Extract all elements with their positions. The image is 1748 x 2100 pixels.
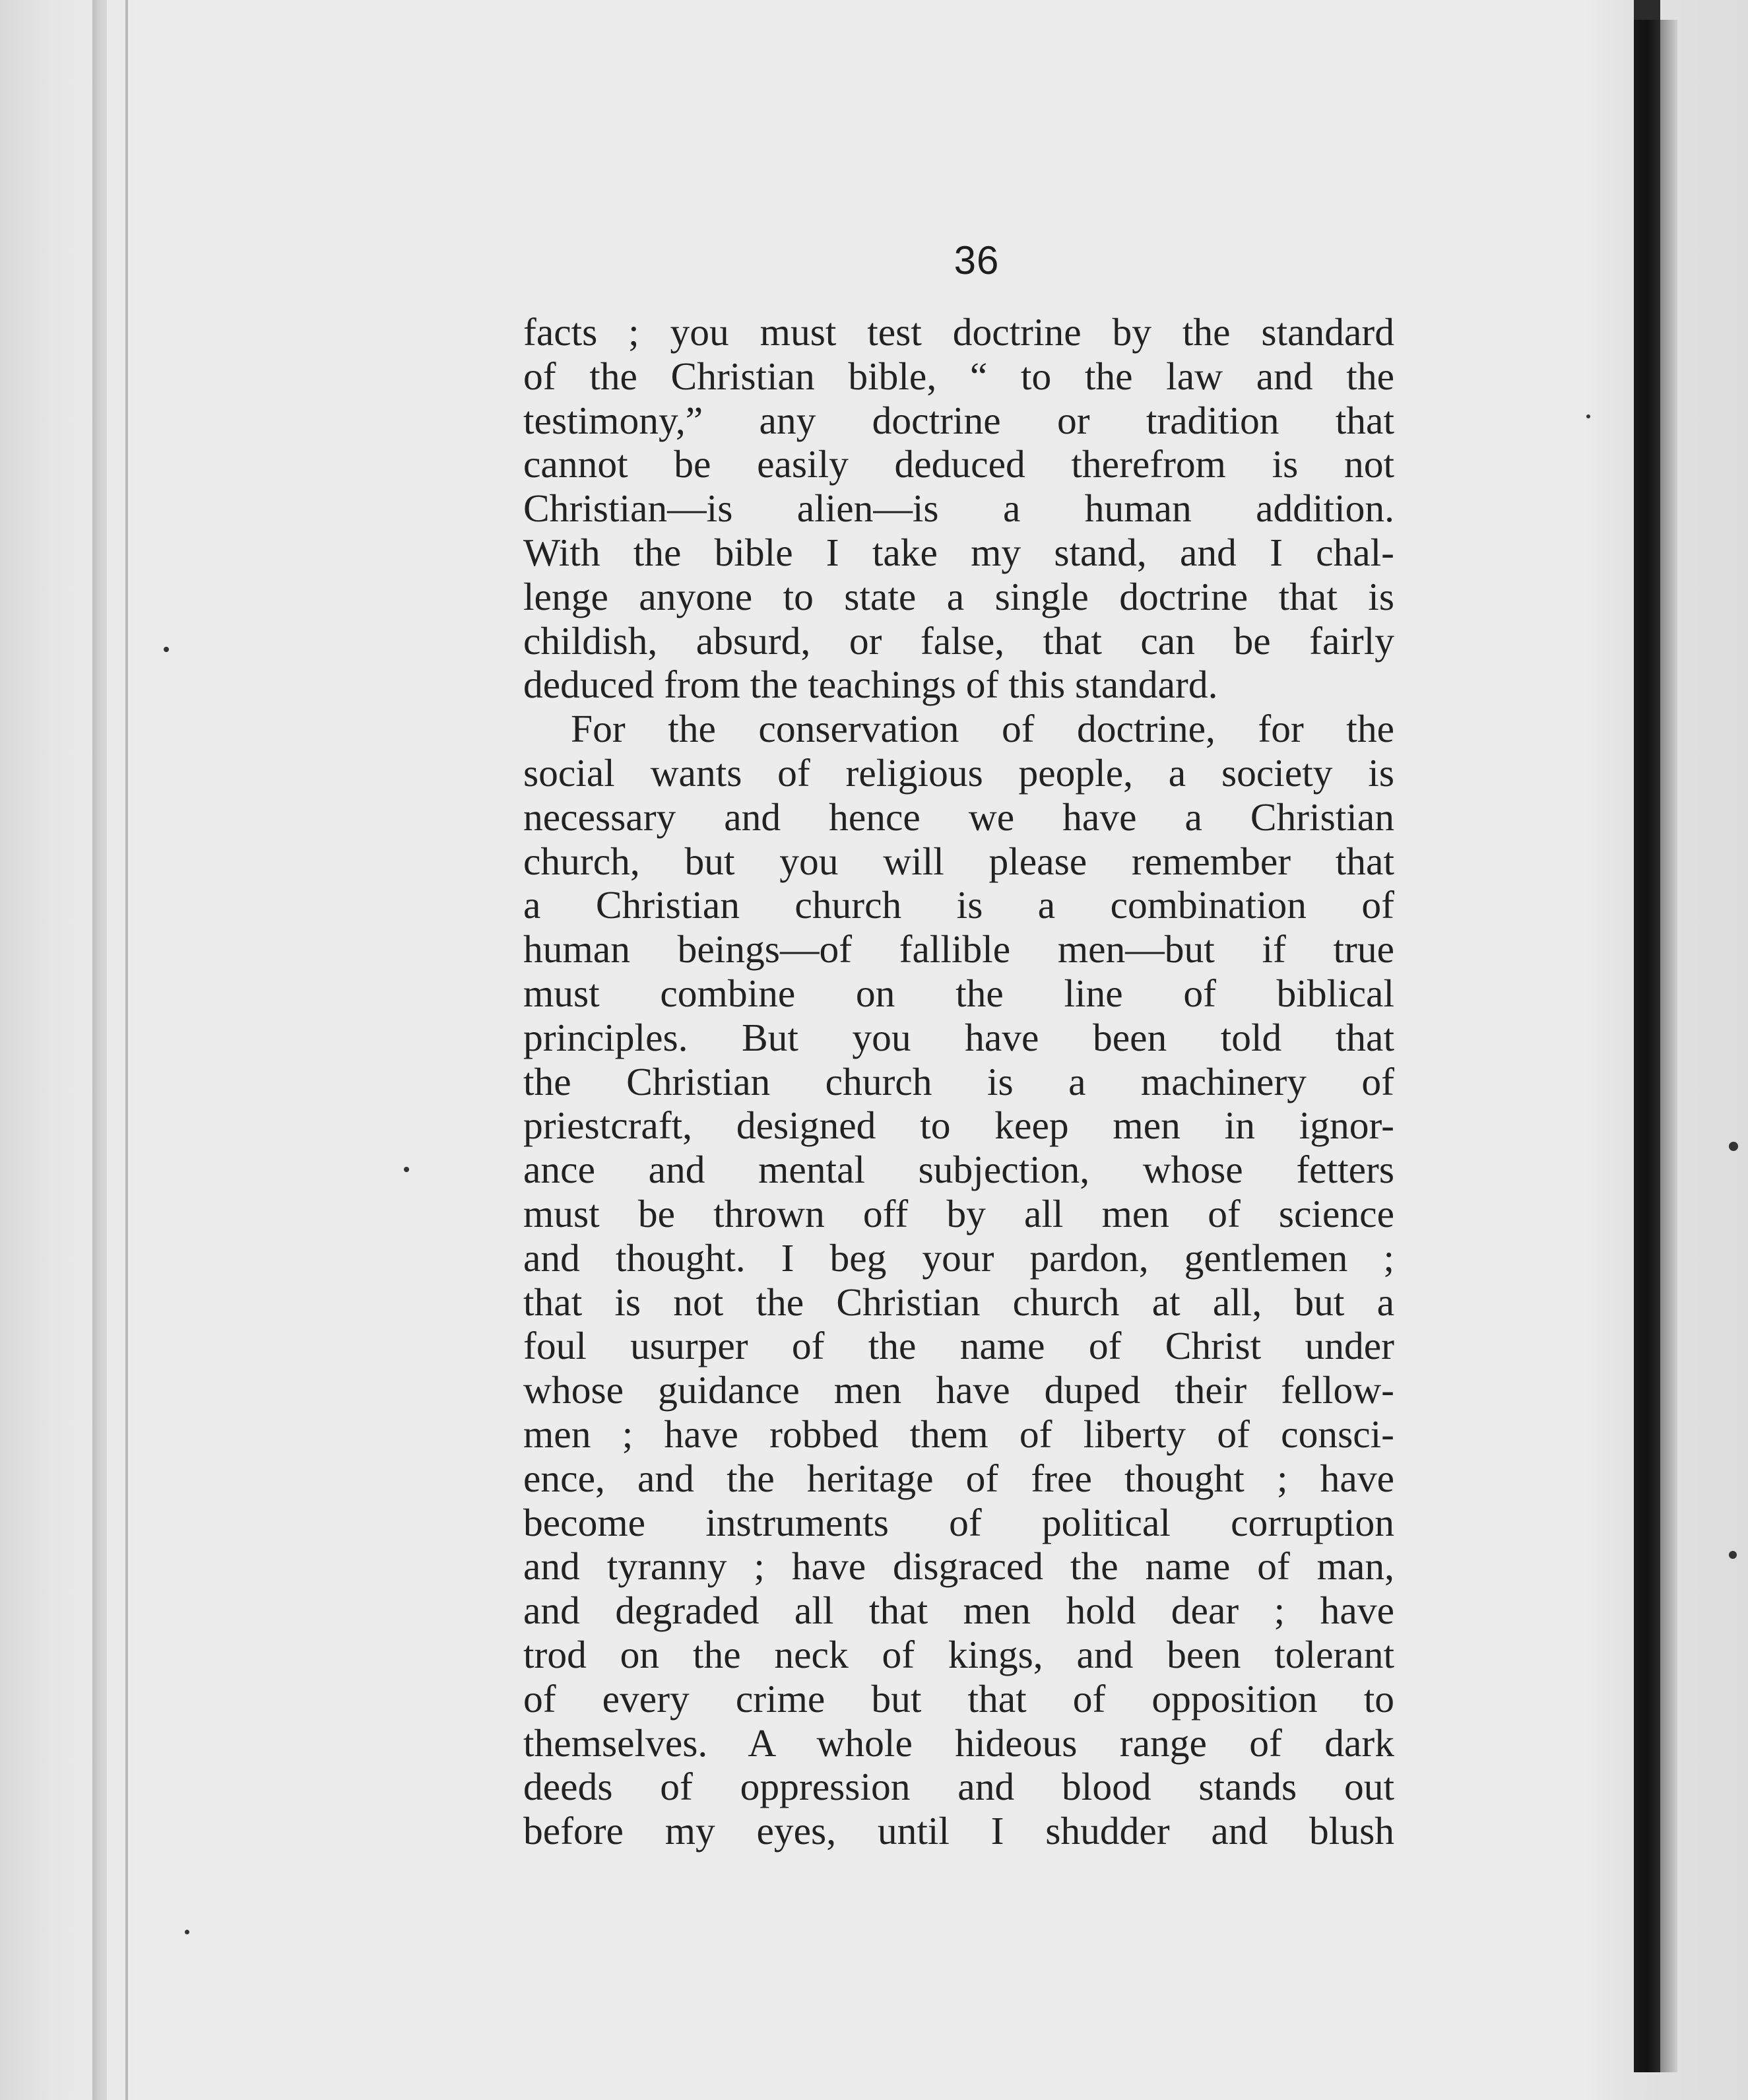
text-line: and thought. I beg your pardon, gentlemen ;: [523, 1235, 1394, 1280]
text-line: church, but you will please remember that: [523, 839, 1394, 883]
scan-speck: [1729, 1142, 1738, 1151]
text-line: themselves. A whole hideous range of dark: [523, 1721, 1394, 1765]
body-text: [523, 310, 1394, 1853]
text-line: of the Christian bible, “ to the law and the: [523, 354, 1394, 398]
text-line: ance and mental subjection, whose fetters: [523, 1148, 1394, 1192]
text-line: of every crime but that of opposition to: [523, 1676, 1394, 1721]
book-spine-shadow: [1634, 20, 1660, 2072]
page-number: 36: [954, 238, 1000, 282]
text-line: a Christian church is a combination of: [523, 883, 1394, 927]
text-line: With the bible I take my stand, and I chal-: [523, 530, 1394, 574]
scan-speck: [164, 647, 169, 652]
text-line: testimony,” any doctrine or tradition that: [523, 398, 1394, 442]
text-line: cannot be easily deduced therefrom is not: [523, 442, 1394, 486]
scan-speck: [185, 1930, 189, 1934]
text-line: ence, and the heritage of free thought ; have: [523, 1456, 1394, 1500]
text-line: deduced from the teachings of this standard.: [523, 663, 1218, 707]
text-line: trod on the neck of kings, and been tolerant: [523, 1632, 1394, 1676]
text-line: Christian—is alien—is a human addition.: [523, 486, 1394, 531]
text-line: and tyranny ; have disgraced the name of man,: [523, 1544, 1394, 1589]
scan-speck: [1586, 414, 1590, 418]
scan-speck: [404, 1167, 409, 1172]
text-line: lenge anyone to state a single doctrine that is: [523, 574, 1394, 618]
text-line: whose guidance men have duped their fellow-: [523, 1368, 1394, 1412]
text-line: human beings—of fallible men—but if true: [523, 927, 1394, 971]
text-line: and degraded all that men hold dear ; have: [523, 1589, 1394, 1633]
text-line: before my eyes, until I shudder and blush: [523, 1809, 1394, 1853]
text-line: that is not the Christian church at all, but a: [523, 1280, 1394, 1324]
text-line: For the conservation of doctrine, for the: [571, 707, 1394, 751]
text-line: the Christian church is a machinery of: [523, 1059, 1394, 1103]
text-line: must combine on the line of biblical: [523, 971, 1394, 1015]
text-line: priestcraft, designed to keep men in ignor-: [523, 1103, 1394, 1148]
spine-gradient: [1660, 20, 1677, 2072]
text-line: men ; have robbed them of liberty of consci-: [523, 1412, 1394, 1456]
left-page-edge-line: [125, 0, 128, 2100]
text-line: deeds of oppression and blood stands out: [523, 1765, 1394, 1809]
text-line: principles. But you have been told that: [523, 1015, 1394, 1059]
text-line: become instruments of political corruption: [523, 1500, 1394, 1544]
scan-speck: [1729, 1551, 1737, 1559]
text-line: childish, absurd, or false, that can be fairly: [523, 618, 1394, 663]
text-line: necessary and hence we have a Christian: [523, 795, 1394, 839]
text-line: facts ; you must test doctrine by the standard: [523, 310, 1394, 354]
left-page-edge: [92, 0, 107, 2100]
text-line: social wants of religious people, a society is: [523, 750, 1394, 795]
text-line: foul usurper of the name of Christ under: [523, 1324, 1394, 1368]
text-line: must be thrown off by all men of science: [523, 1191, 1394, 1235]
